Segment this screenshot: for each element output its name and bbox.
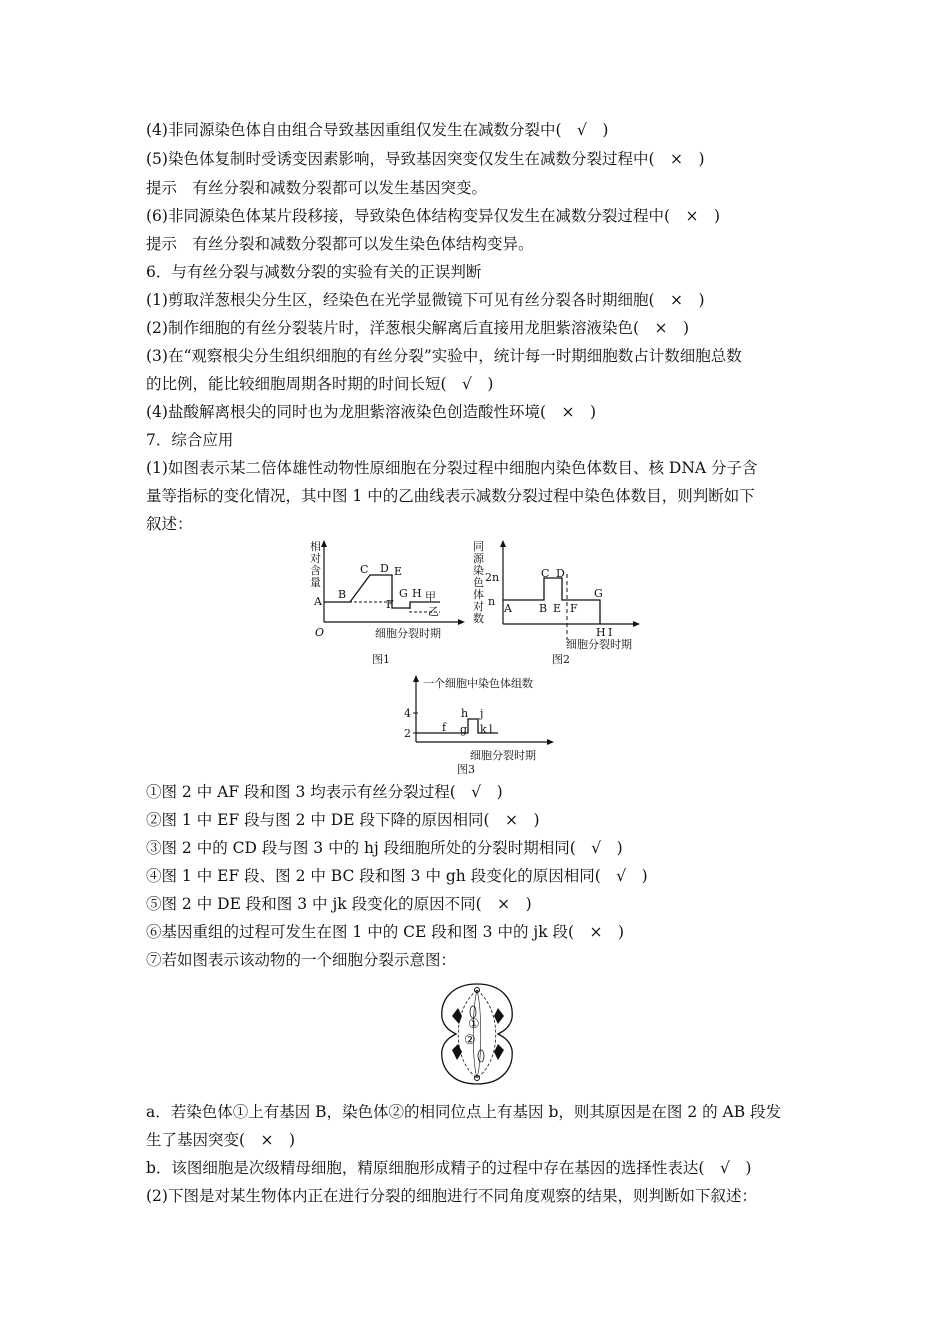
fig2-point-b: B — [539, 602, 548, 615]
figure-2 — [470, 540, 650, 670]
fig1-y-label-3: 含 — [310, 564, 321, 577]
fig2-tick-2n: 2n — [485, 571, 500, 584]
text-line: (3)在“观察根尖分生组织细胞的有丝分裂”实验中，统计每一时期细胞数占计数细胞总数 — [146, 347, 742, 365]
chromosome-label-1: ① — [468, 1017, 480, 1032]
fig2-point-c: C — [541, 567, 550, 580]
section-heading: 7．综合应用 — [146, 431, 234, 449]
fig2-x-label: 细胞分裂时期 — [566, 638, 632, 651]
text-line: 叙述： — [146, 515, 193, 533]
fig2-tick-n: n — [488, 595, 496, 608]
text-line: a．若染色体①上有基因 B，染色体②的相同位点上有基因 b，则其原因是在图 2 的 AB 段发 — [146, 1103, 782, 1121]
text-line: (6)非同源染色体某片段移接，导致染色体结构变异仅发生在减数分裂过程中( × ) — [146, 207, 721, 225]
fig2-y-label-5: 体 — [473, 588, 484, 601]
text-line: ③图 2 中的 CD 段与图 3 中的 hj 段细胞所处的分裂时期相同( √ ) — [146, 839, 623, 857]
fig2-point-d: D — [556, 567, 565, 580]
fig2-y-label-1: 同 — [473, 540, 484, 553]
fig3-y-label: 一个细胞中染色体组数 — [423, 677, 533, 690]
fig1-point-b: B — [338, 588, 347, 601]
fig1-caption: 图1 — [372, 653, 390, 666]
text-line: ②图 1 中 EF 段与图 2 中 DE 段下降的原因相同( × ) — [146, 811, 540, 829]
text-line: (5)染色体复制时受诱变因素影响，导致基因突变仅发生在减数分裂过程中( × ) — [146, 150, 705, 168]
fig1-point-f: F — [386, 598, 394, 611]
cell-division-diagram — [432, 980, 522, 1088]
fig2-caption: 图2 — [552, 653, 570, 666]
fig1-series-yi: 乙 — [428, 605, 439, 618]
fig2-point-e: E — [553, 602, 562, 615]
fig2-y-label-3: 染 — [473, 564, 484, 577]
text-line: (2)制作细胞的有丝分裂装片时，洋葱根尖解离后直接用龙胆紫溶液染色( × ) — [146, 319, 690, 337]
fig2-y-label-4: 色 — [473, 576, 484, 589]
text-line: (4)非同源染色体自由组合导致基因重组仅发生在减数分裂中( √ ) — [146, 121, 609, 139]
text-line: (1)剪取洋葱根尖分生区，经染色在光学显微镜下可见有丝分裂各时期细胞( × ) — [146, 291, 705, 309]
text-line: (2)下图是对某生物体内正在进行分裂的细胞进行不同角度观察的结果，则判断如下叙述： — [146, 1187, 757, 1205]
fig2-point-g: G — [594, 587, 603, 600]
fig1-origin: O — [315, 626, 325, 639]
fig3-point-j: j — [480, 707, 484, 720]
text-line: ④图 1 中 EF 段、图 2 中 BC 段和图 3 中 gh 段变化的原因相同( √ ) — [146, 867, 648, 885]
text-line: (1)如图表示某二倍体雄性动物性原细胞在分裂过程中细胞内染色体数目、核 DNA 分子含 — [146, 459, 758, 477]
text-line: 生了基因突变( × ) — [146, 1131, 296, 1149]
text-line: ⑦若如图表示该动物的一个细胞分裂示意图： — [146, 951, 457, 969]
section-heading: 6．与有丝分裂与减数分裂的实验有关的正误判断 — [146, 263, 482, 281]
fig1-point-e: E — [394, 565, 403, 578]
fig1-point-d: D — [380, 562, 389, 575]
fig1-y-label-1: 相 — [310, 540, 321, 553]
fig2-y-label-6: 对 — [473, 600, 484, 613]
fig2-point-f: F — [570, 602, 578, 615]
fig2-point-h: H — [596, 626, 606, 639]
text-line: ①图 2 中 AF 段和图 3 均表示有丝分裂过程( √ ) — [146, 783, 503, 801]
figure-3 — [370, 673, 570, 778]
text-line: ⑤图 2 中 DE 段和图 3 中 jk 段变化的原因不同( × ) — [146, 895, 532, 913]
fig1-x-label: 细胞分裂时期 — [375, 627, 441, 640]
text-line: (4)盐酸解离根尖的同时也为龙胆紫溶液染色创造酸性环境( × ) — [146, 403, 597, 421]
chromosome-label-2: ② — [464, 1033, 476, 1048]
text-line: ⑥基因重组的过程可发生在图 1 中的 CE 段和图 3 中的 jk 段( × ) — [146, 923, 625, 941]
fig3-point-l: l — [489, 723, 493, 736]
fig1-series-jia: 甲 — [425, 590, 436, 603]
fig3-point-g: g — [460, 723, 468, 736]
fig2-point-a: A — [504, 602, 512, 615]
figure-1 — [300, 540, 470, 670]
fig1-point-a: A — [314, 595, 322, 608]
text-line: 量等指标的变化情况，其中图 1 中的乙曲线表示减数分裂过程中染色体数目，则判断如下 — [146, 487, 755, 505]
fig2-point-i: I — [608, 626, 613, 639]
fig1-point-h: H — [412, 587, 422, 600]
fig3-tick-2: 2 — [404, 727, 411, 740]
fig3-point-h: h — [461, 707, 469, 720]
fig2-y-label-2: 源 — [473, 552, 484, 565]
text-line: 提示 有丝分裂和减数分裂都可以发生基因突变。 — [146, 179, 488, 197]
fig3-point-f: f — [442, 721, 447, 734]
fig1-point-g: G — [399, 587, 408, 600]
fig1-point-c: C — [360, 563, 369, 576]
fig3-caption: 图3 — [457, 763, 475, 776]
fig3-x-label: 细胞分裂时期 — [470, 749, 536, 762]
fig3-tick-4: 4 — [404, 707, 411, 720]
text-line: b．该图细胞是次级精母细胞，精原细胞形成精子的过程中存在基因的选择性表达( √ ) — [146, 1159, 752, 1177]
fig1-y-label-4: 量 — [310, 576, 321, 589]
text-line: 的比例，能比较细胞周期各时期的时间长短( √ ) — [146, 375, 494, 393]
fig2-y-label-7: 数 — [473, 612, 484, 625]
text-line: 提示 有丝分裂和减数分裂都可以发生染色体结构变异。 — [146, 235, 534, 253]
fig1-y-label-2: 对 — [310, 552, 321, 565]
fig3-point-k: k — [480, 723, 487, 736]
